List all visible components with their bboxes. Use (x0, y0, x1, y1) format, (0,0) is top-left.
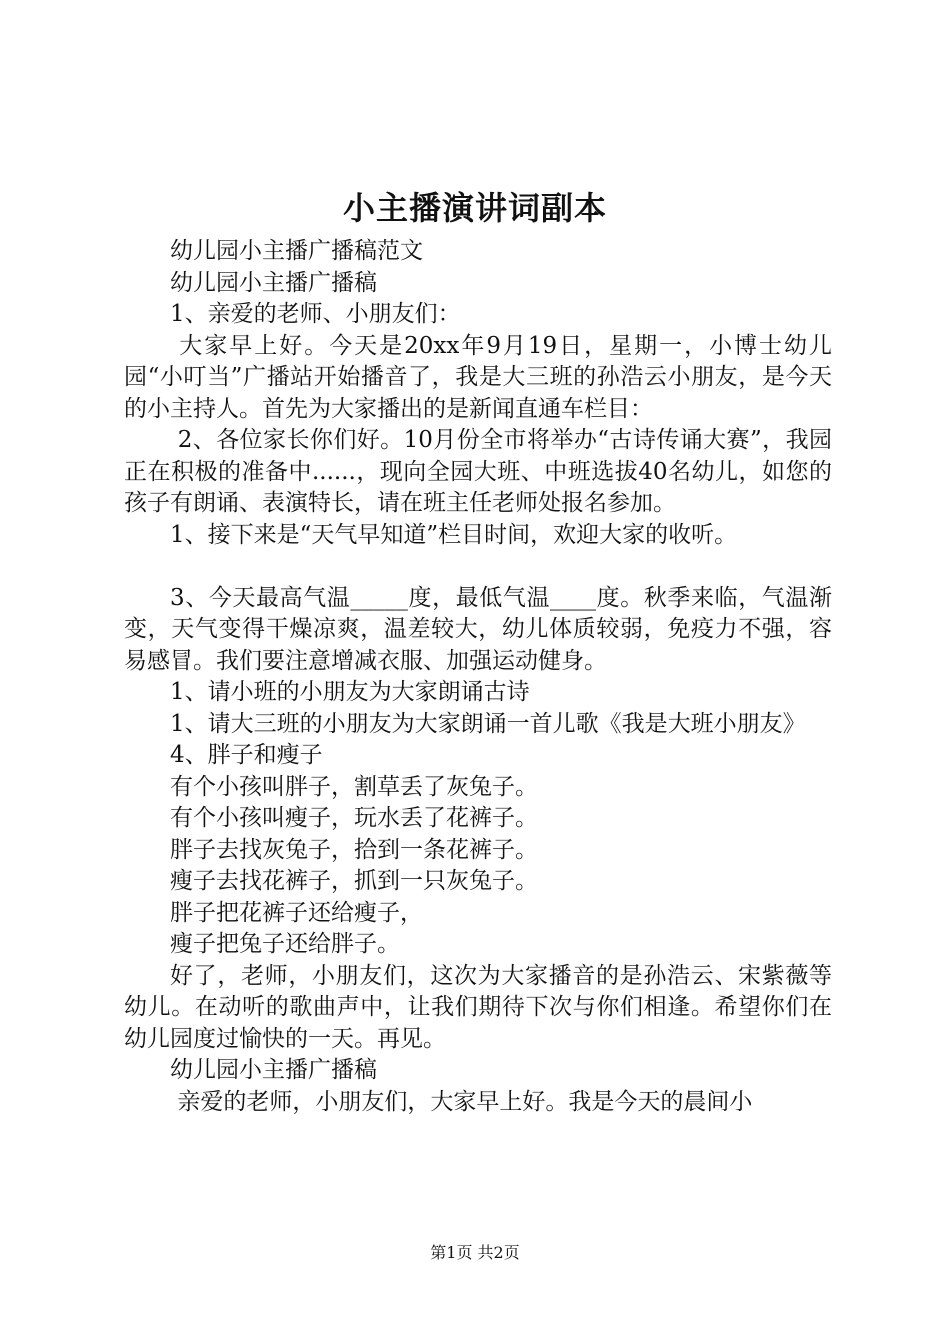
paragraph: 亲爱的老师，小朋友们，大家早上好。我是今天的晨间小 (170, 1088, 753, 1115)
paragraph: 好了，老师，小朋友们，这次为大家播音的是孙浩云、宋紫薇等幼儿。在动听的歌曲声中，让我们期待下次与你们相逢。希望你们在幼儿园度过愉快的一天。再见。 (124, 962, 832, 1052)
poem-line: 胖子去找灰兔子，拾到一条花裤子。 (170, 836, 538, 863)
paragraph: 1、接下来是“天气早知道”栏目时间，欢迎大家的收听。 (170, 521, 738, 548)
page-footer: 第1页 共2页 (430, 1243, 520, 1262)
paragraph: 1、亲爱的老师、小朋友们： (170, 301, 461, 327)
poem-line: 有个小孩叫胖子，割草丢了灰兔子。 (170, 773, 538, 800)
paragraph: 2、各位家长你们好。10月份全市将举办“古诗传诵大赛”，我园正在积极的准备中......，现向全园大班、中班选拔40名幼儿，如您的孩子有朗诵、表演特长，请在班主任老师处报名参加。 (124, 427, 832, 516)
document-body (124, 236, 832, 1118)
paragraph: 1、请小班的小朋友为大家朗诵古诗 (170, 679, 530, 705)
paragraph: 幼儿园小主播广播稿范文 (170, 238, 423, 264)
document-title: 小主播演讲词副本 (342, 189, 607, 227)
poem-line: 胖子把花裤子还给瘦子， (170, 899, 423, 926)
paragraph: 3、今天最高气温_____度，最低气温____度。秋季来临，气温渐变，天气变得干燥凉爽，温差较大，幼儿体质较弱，免疫力不强，容易感冒。我们要注意增减衣服、加强运动健身。 (124, 584, 832, 674)
paragraph: 幼儿园小主播广播稿 (170, 269, 377, 296)
paragraph: 1、请大三班的小朋友为大家朗诵一首儿歌《我是大班小朋友》 (170, 710, 806, 737)
paragraph: 幼儿园小主播广播稿 (170, 1057, 377, 1083)
poem-line: 有个小孩叫瘦子，玩水丢了花裤子。 (170, 805, 538, 831)
poem-line: 瘦子把兔子还给胖子。 (170, 931, 400, 957)
poem-line: 瘦子去找花裤子，抓到一只灰兔子。 (170, 868, 538, 894)
paragraph: 大家早上好。今天是20xx年9月19日，星期一，小博士幼儿园“小叮当”广播站开始播音了，我是大三班的孙浩云小朋友，是今天的小主持人。首先为大家播出的是新闻直通车栏目： (124, 332, 833, 422)
paragraph: 4、胖子和瘦子 (170, 742, 323, 768)
